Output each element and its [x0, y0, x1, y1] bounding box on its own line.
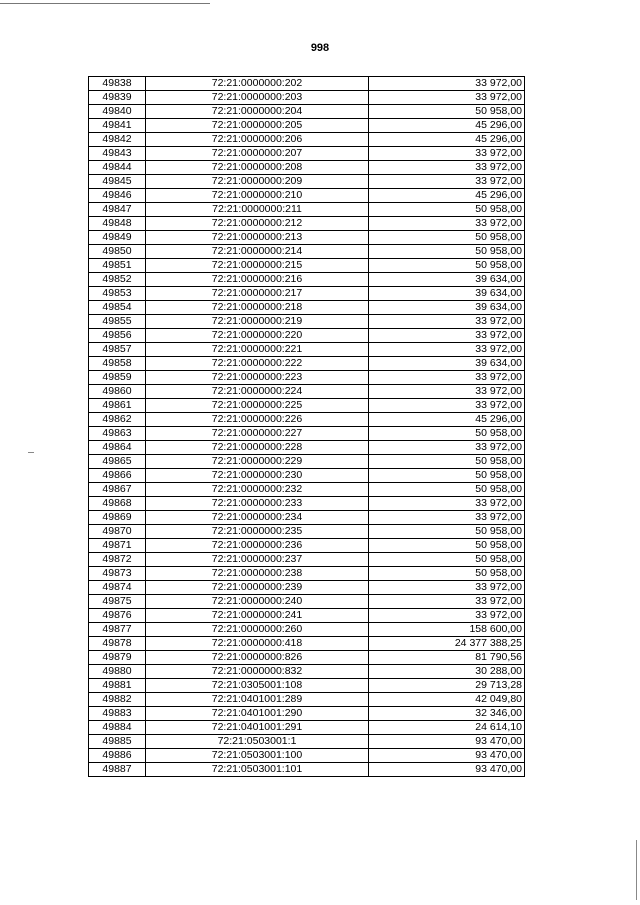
cadastral-value: 33 972,00	[369, 315, 525, 329]
table-row	[89, 175, 525, 189]
row-number: 49865	[89, 455, 146, 469]
row-number: 49870	[89, 525, 146, 539]
row-number: 49867	[89, 483, 146, 497]
row-number: 49843	[89, 147, 146, 161]
cadastral-value: 33 972,00	[369, 371, 525, 385]
table-row	[89, 161, 525, 175]
table-row	[89, 399, 525, 413]
table-row	[89, 469, 525, 483]
cadastral-number: 72:21:0000000:237	[146, 553, 369, 567]
cadastral-value: 158 600,00	[369, 623, 525, 637]
row-number: 49846	[89, 189, 146, 203]
table-row	[89, 385, 525, 399]
cadastral-number: 72:21:0503001:1	[146, 735, 369, 749]
cadastral-number: 72:21:0000000:208	[146, 161, 369, 175]
cadastral-number: 72:21:0000000:215	[146, 259, 369, 273]
cadastral-number: 72:21:0000000:206	[146, 133, 369, 147]
cadastral-number: 72:21:0000000:202	[146, 77, 369, 91]
table-body	[89, 77, 525, 777]
cadastral-value: 30 288,00	[369, 665, 525, 679]
cadastral-value: 50 958,00	[369, 231, 525, 245]
table-row	[89, 651, 525, 665]
row-number: 49873	[89, 567, 146, 581]
table-row	[89, 413, 525, 427]
table-row	[89, 595, 525, 609]
cadastral-value: 50 958,00	[369, 525, 525, 539]
cadastral-value: 81 790,56	[369, 651, 525, 665]
cadastral-number: 72:21:0000000:234	[146, 511, 369, 525]
row-number: 49875	[89, 595, 146, 609]
table-row	[89, 343, 525, 357]
cadastral-number: 72:21:0000000:240	[146, 595, 369, 609]
table-row	[89, 119, 525, 133]
cadastral-value: 50 958,00	[369, 539, 525, 553]
cadastral-value: 39 634,00	[369, 273, 525, 287]
cadastral-value: 93 470,00	[369, 749, 525, 763]
cadastral-value: 33 972,00	[369, 147, 525, 161]
row-number: 49840	[89, 105, 146, 119]
cadastral-number: 72:21:0000000:826	[146, 651, 369, 665]
cadastral-number: 72:21:0000000:212	[146, 217, 369, 231]
table-row	[89, 567, 525, 581]
table-row	[89, 455, 525, 469]
cadastral-value: 33 972,00	[369, 385, 525, 399]
cadastral-value: 50 958,00	[369, 203, 525, 217]
cadastral-value: 45 296,00	[369, 413, 525, 427]
cadastral-value: 33 972,00	[369, 497, 525, 511]
table-row	[89, 371, 525, 385]
row-number: 49884	[89, 721, 146, 735]
cadastral-value: 50 958,00	[369, 245, 525, 259]
row-number: 49881	[89, 679, 146, 693]
cadastral-number: 72:21:0000000:223	[146, 371, 369, 385]
cadastral-value: 32 346,00	[369, 707, 525, 721]
cadastral-value: 33 972,00	[369, 399, 525, 413]
cadastral-value: 50 958,00	[369, 259, 525, 273]
cadastral-value: 93 470,00	[369, 763, 525, 777]
cadastral-number: 72:21:0000000:418	[146, 637, 369, 651]
row-number: 49885	[89, 735, 146, 749]
scan-mark-left	[28, 452, 34, 453]
row-number: 49862	[89, 413, 146, 427]
cadastral-value: 50 958,00	[369, 553, 525, 567]
cadastral-number: 72:21:0000000:209	[146, 175, 369, 189]
cadastral-number: 72:21:0503001:100	[146, 749, 369, 763]
table-row	[89, 749, 525, 763]
row-number: 49848	[89, 217, 146, 231]
table-row	[89, 273, 525, 287]
table-row	[89, 287, 525, 301]
table-row	[89, 623, 525, 637]
cadastral-value: 45 296,00	[369, 189, 525, 203]
cadastral-value: 42 049,80	[369, 693, 525, 707]
cadastral-value: 33 972,00	[369, 77, 525, 91]
cadastral-number: 72:21:0000000:224	[146, 385, 369, 399]
row-number: 49856	[89, 329, 146, 343]
cadastral-number: 72:21:0401001:291	[146, 721, 369, 735]
row-number: 49839	[89, 91, 146, 105]
row-number: 49851	[89, 259, 146, 273]
cadastral-number: 72:21:0000000:218	[146, 301, 369, 315]
cadastral-value: 33 972,00	[369, 609, 525, 623]
cadastral-value: 33 972,00	[369, 343, 525, 357]
row-number: 49866	[89, 469, 146, 483]
table-row	[89, 77, 525, 91]
cadastral-number: 72:21:0401001:289	[146, 693, 369, 707]
table-row	[89, 441, 525, 455]
row-number: 49854	[89, 301, 146, 315]
table-row	[89, 357, 525, 371]
cadastral-number: 72:21:0000000:232	[146, 483, 369, 497]
row-number: 49844	[89, 161, 146, 175]
cadastral-value: 33 972,00	[369, 217, 525, 231]
row-number: 49849	[89, 231, 146, 245]
cadastral-value: 50 958,00	[369, 567, 525, 581]
cadastral-number: 72:21:0000000:230	[146, 469, 369, 483]
cadastral-value: 39 634,00	[369, 301, 525, 315]
cadastral-number: 72:21:0000000:832	[146, 665, 369, 679]
table-row	[89, 133, 525, 147]
cadastral-number: 72:21:0000000:210	[146, 189, 369, 203]
cadastral-value: 93 470,00	[369, 735, 525, 749]
row-number: 49847	[89, 203, 146, 217]
cadastral-value-table	[88, 76, 525, 777]
row-number: 49864	[89, 441, 146, 455]
cadastral-number: 72:21:0000000:217	[146, 287, 369, 301]
cadastral-number: 72:21:0000000:239	[146, 581, 369, 595]
row-number: 49871	[89, 539, 146, 553]
cadastral-value: 24 377 388,25	[369, 637, 525, 651]
cadastral-number: 72:21:0000000:220	[146, 329, 369, 343]
cadastral-value: 29 713,28	[369, 679, 525, 693]
row-number: 49858	[89, 357, 146, 371]
row-number: 49869	[89, 511, 146, 525]
row-number: 49863	[89, 427, 146, 441]
table-row	[89, 707, 525, 721]
cadastral-number: 72:21:0305001:108	[146, 679, 369, 693]
scan-mark-right	[636, 840, 637, 900]
table-row	[89, 763, 525, 777]
cadastral-number: 72:21:0000000:222	[146, 357, 369, 371]
table-row	[89, 553, 525, 567]
cadastral-number: 72:21:0000000:235	[146, 525, 369, 539]
cadastral-value: 45 296,00	[369, 133, 525, 147]
table-row	[89, 693, 525, 707]
cadastral-number: 72:21:0000000:207	[146, 147, 369, 161]
table-row	[89, 497, 525, 511]
table-row	[89, 637, 525, 651]
cadastral-number: 72:21:0000000:216	[146, 273, 369, 287]
table-row	[89, 231, 525, 245]
cadastral-value: 39 634,00	[369, 287, 525, 301]
cadastral-number: 72:21:0000000:203	[146, 91, 369, 105]
table-row	[89, 735, 525, 749]
cadastral-value: 33 972,00	[369, 175, 525, 189]
row-number: 49860	[89, 385, 146, 399]
table-row	[89, 147, 525, 161]
cadastral-number: 72:21:0000000:238	[146, 567, 369, 581]
cadastral-value: 39 634,00	[369, 357, 525, 371]
cadastral-number: 72:21:0000000:226	[146, 413, 369, 427]
cadastral-value: 50 958,00	[369, 455, 525, 469]
table-row	[89, 665, 525, 679]
cadastral-number: 72:21:0000000:260	[146, 623, 369, 637]
cadastral-number: 72:21:0000000:214	[146, 245, 369, 259]
row-number: 49859	[89, 371, 146, 385]
row-number: 49882	[89, 693, 146, 707]
row-number: 49887	[89, 763, 146, 777]
row-number: 49855	[89, 315, 146, 329]
cadastral-number: 72:21:0000000:204	[146, 105, 369, 119]
table-row	[89, 483, 525, 497]
cadastral-number: 72:21:0000000:213	[146, 231, 369, 245]
row-number: 49861	[89, 399, 146, 413]
row-number: 49886	[89, 749, 146, 763]
row-number: 49841	[89, 119, 146, 133]
cadastral-number: 72:21:0000000:219	[146, 315, 369, 329]
table-row	[89, 245, 525, 259]
row-number: 49874	[89, 581, 146, 595]
row-number: 49878	[89, 637, 146, 651]
table-row	[89, 525, 525, 539]
table-row	[89, 301, 525, 315]
cadastral-value: 33 972,00	[369, 581, 525, 595]
table-row	[89, 203, 525, 217]
table-row	[89, 609, 525, 623]
cadastral-value: 33 972,00	[369, 161, 525, 175]
cadastral-value: 33 972,00	[369, 441, 525, 455]
cadastral-value: 50 958,00	[369, 427, 525, 441]
row-number: 49876	[89, 609, 146, 623]
row-number: 49842	[89, 133, 146, 147]
row-number: 49853	[89, 287, 146, 301]
table-row	[89, 91, 525, 105]
cadastral-value: 24 614,10	[369, 721, 525, 735]
cadastral-value: 50 958,00	[369, 483, 525, 497]
cadastral-number: 72:21:0000000:229	[146, 455, 369, 469]
cadastral-number: 72:21:0000000:241	[146, 609, 369, 623]
table-row	[89, 259, 525, 273]
cadastral-number: 72:21:0000000:228	[146, 441, 369, 455]
row-number: 49872	[89, 553, 146, 567]
row-number: 49845	[89, 175, 146, 189]
header-rule	[0, 3, 210, 4]
table-row	[89, 217, 525, 231]
row-number: 49852	[89, 273, 146, 287]
cadastral-value: 33 972,00	[369, 511, 525, 525]
table-row	[89, 511, 525, 525]
row-number: 49838	[89, 77, 146, 91]
table-row	[89, 329, 525, 343]
cadastral-number: 72:21:0000000:205	[146, 119, 369, 133]
table-row	[89, 189, 525, 203]
cadastral-number: 72:21:0000000:227	[146, 427, 369, 441]
row-number: 49879	[89, 651, 146, 665]
cadastral-number: 72:21:0503001:101	[146, 763, 369, 777]
cadastral-number: 72:21:0000000:233	[146, 497, 369, 511]
table-row	[89, 721, 525, 735]
page-number: 998	[310, 42, 330, 54]
row-number: 49868	[89, 497, 146, 511]
cadastral-number: 72:21:0000000:221	[146, 343, 369, 357]
cadastral-number: 72:21:0000000:211	[146, 203, 369, 217]
table-row	[89, 315, 525, 329]
row-number: 49880	[89, 665, 146, 679]
cadastral-value: 33 972,00	[369, 329, 525, 343]
row-number: 49857	[89, 343, 146, 357]
table-row	[89, 679, 525, 693]
cadastral-value: 33 972,00	[369, 91, 525, 105]
cadastral-value: 33 972,00	[369, 595, 525, 609]
cadastral-value: 45 296,00	[369, 119, 525, 133]
row-number: 49883	[89, 707, 146, 721]
table-row	[89, 581, 525, 595]
row-number: 49877	[89, 623, 146, 637]
row-number: 49850	[89, 245, 146, 259]
cadastral-number: 72:21:0000000:225	[146, 399, 369, 413]
table-row	[89, 105, 525, 119]
cadastral-value: 50 958,00	[369, 105, 525, 119]
table-row	[89, 427, 525, 441]
cadastral-value: 50 958,00	[369, 469, 525, 483]
cadastral-number: 72:21:0401001:290	[146, 707, 369, 721]
table-row	[89, 539, 525, 553]
cadastral-number: 72:21:0000000:236	[146, 539, 369, 553]
